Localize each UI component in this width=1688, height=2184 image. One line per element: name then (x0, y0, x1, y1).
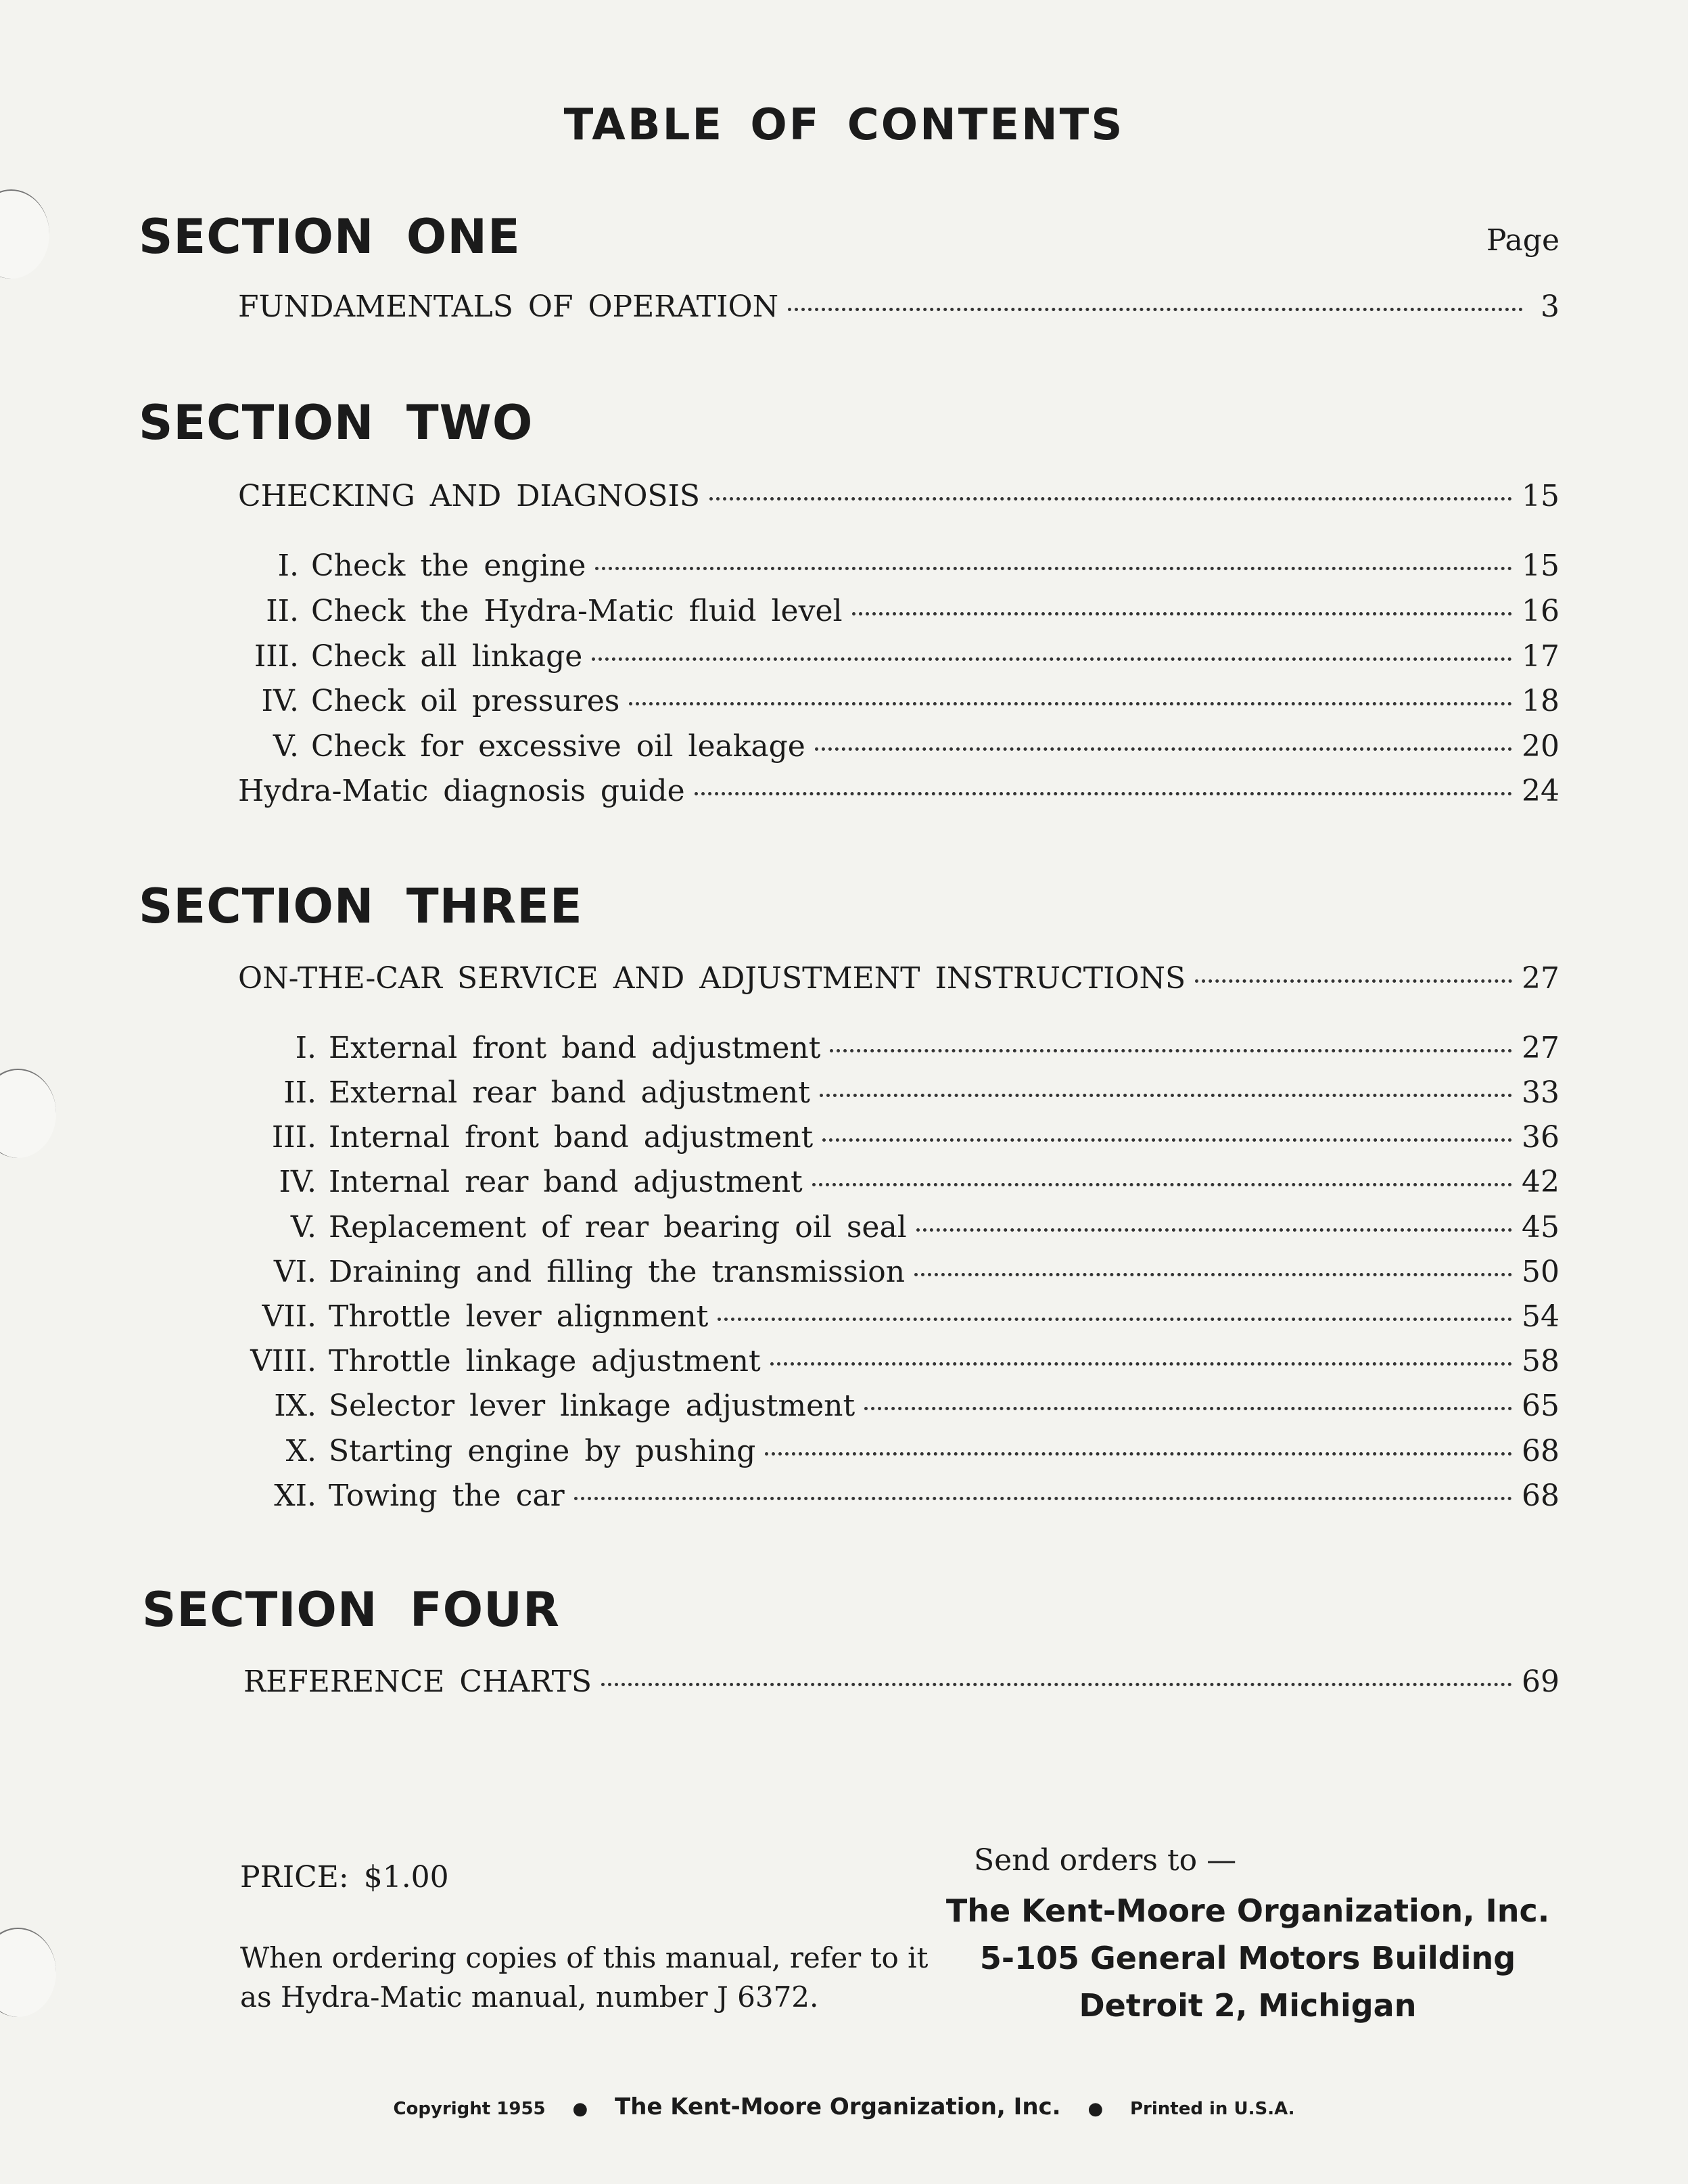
toc-entry-text: Towing the car (329, 1479, 565, 1513)
toc-entry-text: Throttle lever alignment (329, 1299, 709, 1334)
address-street: 5-105 General Motors Building (979, 1940, 1516, 1976)
toc-entry-text: Check all linkage (311, 639, 583, 674)
toc-page-number: 27 (1522, 1031, 1560, 1065)
toc-page-number: 68 (1522, 1479, 1560, 1513)
dot-leader (788, 308, 1523, 311)
toc-sub-entry[interactable] (238, 729, 1560, 764)
dot-leader (1195, 979, 1512, 983)
toc-entry-text: Internal front band adjustment (329, 1120, 814, 1155)
toc-sub-entry[interactable] (238, 1120, 1560, 1155)
dot-leader (914, 1273, 1512, 1276)
toc-entry-text: External front band adjustment (329, 1031, 821, 1065)
ordering-note: When ordering copies of this manual, refer to it as Hydra-Matic manual, number J 6372. (240, 1941, 929, 2014)
binder-hole-top (0, 189, 49, 279)
toc-sub-entry[interactable] (238, 1210, 1560, 1245)
toc-entry-text: Hydra-Matic diagnosis guide (238, 774, 685, 808)
dot-leader (765, 1452, 1512, 1456)
section-four-heading: SECTION FOUR (142, 1582, 560, 1637)
toc-entry-text: Throttle linkage adjustment (329, 1344, 761, 1378)
toc-entry-numeral: IV. (279, 1165, 316, 1199)
toc-sub-entry[interactable] (238, 1299, 1560, 1334)
toc-sub-entry[interactable] (238, 1481, 1560, 1511)
toc-page-number: 58 (1522, 1344, 1560, 1378)
section-two-heading: SECTION TWO (139, 395, 534, 450)
address-block (927, 1887, 1569, 2029)
toc-entry-text: CHECKING AND DIAGNOSIS (238, 479, 701, 513)
toc-entry-text: FUNDAMENTALS OF OPERATION (238, 289, 779, 324)
dot-leader (595, 567, 1512, 570)
toc-page-number: 45 (1522, 1210, 1560, 1245)
dot-leader (695, 792, 1512, 795)
dot-leader (592, 657, 1512, 661)
dot-leader (815, 747, 1512, 751)
dot-leader (574, 1497, 1512, 1500)
toc-page-number: 68 (1522, 1434, 1560, 1468)
toc-page-number: 24 (1522, 774, 1560, 808)
toc-page-number: 18 (1522, 684, 1560, 718)
binder-hole-middle (0, 1069, 56, 1158)
toc-page-number: 3 (1541, 289, 1560, 324)
toc-sub-entry[interactable] (238, 1033, 1560, 1063)
toc-entry-text: Internal rear band adjustment (329, 1165, 803, 1199)
toc-page-number: 42 (1522, 1165, 1560, 1199)
toc-sub-entry[interactable] (238, 684, 1560, 718)
toc-entry-numeral: IV. (261, 684, 299, 718)
toc-entry-numeral: I. (277, 549, 299, 583)
toc-page-number: 20 (1522, 729, 1560, 764)
dot-leader (812, 1183, 1512, 1186)
dot-leader (852, 612, 1512, 615)
dot-leader (830, 1049, 1512, 1052)
toc-main-entry[interactable] (238, 961, 1560, 996)
toc-entry-numeral: II. (266, 594, 299, 628)
toc-entry-text: REFERENCE CHARTS (243, 1665, 592, 1699)
toc-page-number: 16 (1522, 594, 1560, 628)
toc-entry-numeral: XI. (274, 1479, 316, 1513)
toc-page-number: 15 (1522, 549, 1560, 583)
toc-main-entry[interactable] (238, 289, 1560, 324)
toc-sub-entry[interactable] (238, 1167, 1560, 1197)
toc-page-number: 17 (1522, 639, 1560, 674)
toc-entry-text: Draining and filling the transmission (329, 1255, 906, 1289)
toc-entry-numeral: II. (283, 1075, 316, 1110)
toc-page-number: 65 (1522, 1389, 1560, 1423)
toc-entry-text: Check oil pressures (311, 684, 620, 718)
toc-page-number: 33 (1522, 1075, 1560, 1110)
toc-entry-numeral: VIII. (250, 1344, 316, 1378)
page-column-label: Page (1486, 223, 1560, 258)
toc-entry-numeral: IX. (274, 1389, 316, 1423)
bullet-separator: ● (572, 2099, 588, 2119)
toc-sub-entry[interactable] (238, 639, 1560, 674)
toc-entry-numeral: VII. (262, 1299, 316, 1334)
price-text: PRICE: $1.00 (240, 1860, 449, 1895)
toc-sub-entry[interactable] (238, 594, 1560, 628)
binder-hole-bottom (0, 1928, 56, 2017)
toc-main-entry[interactable] (238, 479, 1560, 513)
toc-entry-numeral: V. (290, 1210, 316, 1245)
toc-entry-text: Replacement of rear bearing oil seal (329, 1210, 907, 1245)
toc-sub-entry[interactable] (238, 1391, 1560, 1421)
copyright-year: Copyright 1955 (393, 2099, 546, 2119)
toc-entry-text: Check the Hydra-Matic fluid level (311, 594, 843, 628)
toc-sub-entry[interactable] (238, 1075, 1560, 1110)
toc-page-number: 50 (1522, 1255, 1560, 1289)
toc-sub-entry[interactable] (238, 1257, 1560, 1287)
toc-page-number: 27 (1522, 961, 1560, 996)
bullet-separator: ● (1087, 2099, 1104, 2119)
dot-leader (822, 1138, 1512, 1142)
toc-main-entry[interactable] (243, 1667, 1560, 1697)
page-title: TABLE OF CONTENTS (563, 100, 1125, 150)
toc-page-number: 54 (1522, 1299, 1560, 1334)
toc-entry-numeral: III. (271, 1120, 316, 1155)
copyright-line (0, 2093, 1688, 2120)
section-one-heading: SECTION ONE (139, 209, 521, 264)
dot-leader (629, 702, 1512, 705)
toc-entry-text: External rear band adjustment (329, 1075, 810, 1110)
toc-entry-text: Check the engine (311, 549, 586, 583)
toc-entry-numeral: III. (254, 639, 299, 674)
toc-entry-numeral: X. (285, 1434, 316, 1468)
address-organization: The Kent-Moore Organization, Inc. (945, 1892, 1550, 1929)
toc-sub-entry[interactable] (238, 1434, 1560, 1468)
toc-entry-numeral: VI. (273, 1255, 316, 1289)
toc-entry-text: ON-THE-CAR SERVICE AND ADJUSTMENT INSTRUCTIONS (238, 961, 1186, 996)
printed-in-label: Printed in U.S.A. (1129, 2099, 1295, 2119)
toc-entry-text: Starting engine by pushing (329, 1434, 756, 1468)
copyright-organization: The Kent-Moore Organization, Inc. (615, 2093, 1061, 2120)
section-three-heading: SECTION THREE (139, 879, 583, 934)
toc-entry-numeral: I. (295, 1031, 316, 1065)
toc-entry-text: Check for excessive oil leakage (311, 729, 805, 764)
address-city: Detroit 2, Michigan (1079, 1987, 1417, 2024)
dot-leader (718, 1318, 1512, 1321)
toc-sub-entry[interactable] (238, 551, 1560, 581)
dot-leader (709, 497, 1512, 501)
dot-leader (601, 1683, 1512, 1686)
dot-leader (916, 1228, 1512, 1232)
toc-page-number: 15 (1522, 479, 1560, 513)
dot-leader (864, 1407, 1512, 1410)
toc-page-number: 69 (1522, 1665, 1560, 1699)
toc-page-number: 36 (1522, 1120, 1560, 1155)
toc-entry-numeral: V. (273, 729, 299, 764)
dot-leader (770, 1362, 1512, 1366)
toc-entry-text: Selector lever linkage adjustment (329, 1389, 855, 1423)
toc-sub-entry[interactable] (238, 776, 1560, 806)
dot-leader (820, 1094, 1512, 1097)
send-orders-label: Send orders to — (974, 1843, 1237, 1878)
toc-sub-entry[interactable] (238, 1344, 1560, 1378)
